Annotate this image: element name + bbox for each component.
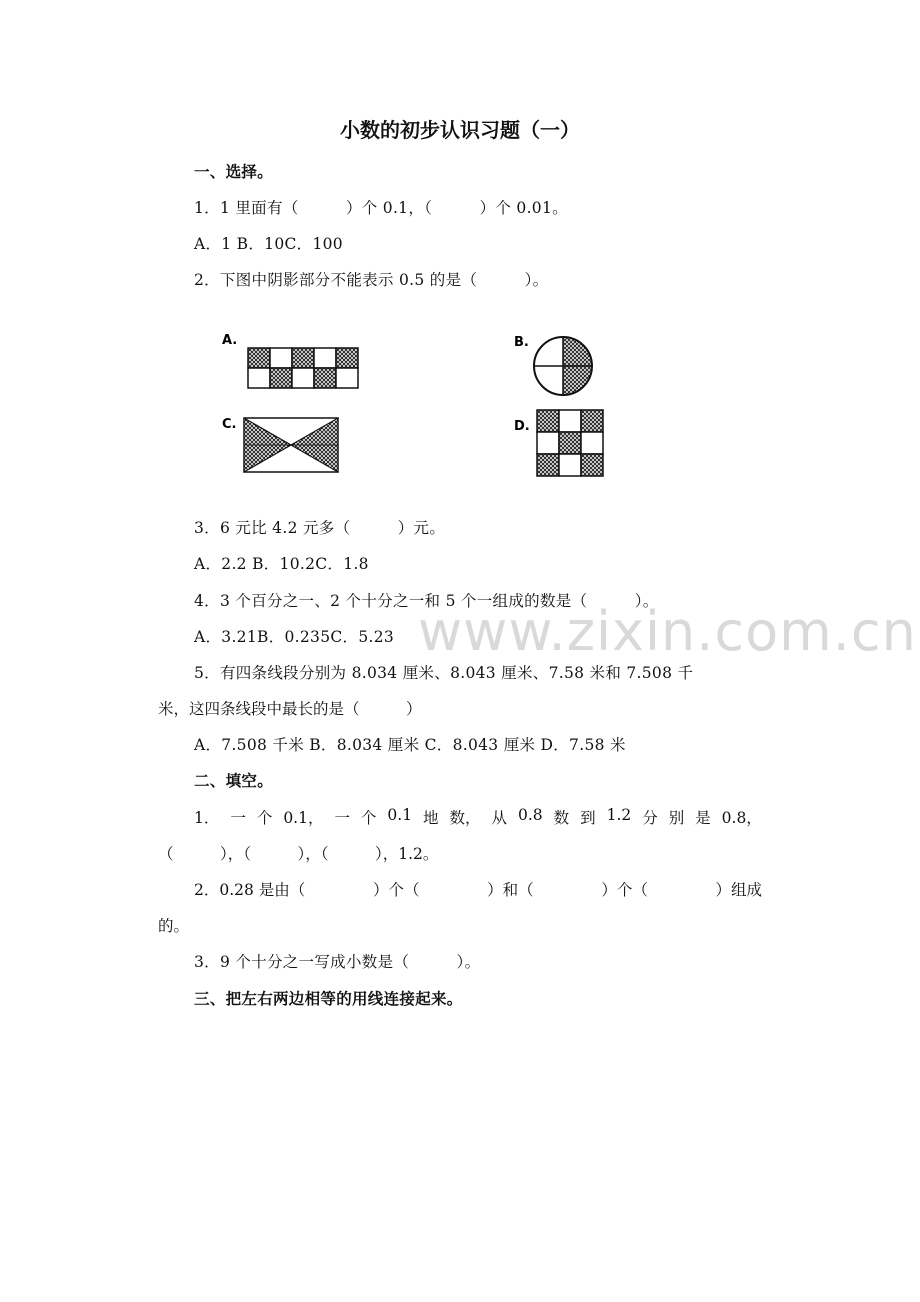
shaded-figures	[194, 306, 640, 502]
q2-1-part: 个	[360, 809, 377, 827]
question-1-5-line-1: 5．有四条线段分别为 8.034 厘米、8.043 厘米、7.58 米和 7.508 千	[194, 664, 694, 682]
section-1-heading: 一、选择。	[194, 163, 274, 181]
question-2-2-line-2: 的。	[158, 917, 190, 935]
figure-b	[534, 337, 592, 395]
q2-1-part: 个	[256, 809, 273, 827]
figure-d-label: D.	[514, 419, 530, 434]
watermark: www.zixin.com.cn	[418, 600, 917, 663]
question-1-1: 1．1 里面有（ ）个 0.1，（ ）个 0.01。	[194, 199, 568, 217]
question-2-1-line-1	[194, 806, 762, 828]
q2-2-part: ）个（	[372, 881, 420, 899]
question-1-3-options: A．2.2 B．10.2C．1.8	[194, 555, 369, 573]
figure-b-label: B.	[514, 335, 529, 350]
q2-1-part: 到	[580, 809, 596, 827]
section-3-heading: 三、把左右两边相等的用线连接起来。	[194, 990, 463, 1008]
question-2-1-line-2: （ ），（ ），（ ），1.2。	[158, 845, 439, 863]
question-2-2-line-1	[194, 878, 762, 900]
question-1-1-options: A．1 B．10C．100	[194, 235, 343, 253]
figure-c-label: C.	[222, 417, 237, 432]
q2-1-part: 1.2	[606, 806, 632, 824]
q2-1-part: 一	[230, 809, 246, 827]
question-2-3: 3．9 个十分之一写成小数是（ ）。	[194, 953, 481, 971]
q2-2-part: ）个（	[601, 881, 648, 899]
q2-1-part: 0.8，	[721, 809, 762, 827]
q2-1-part: 1．	[194, 809, 220, 827]
page-title: 小数的初步认识习题（一）	[340, 118, 580, 142]
q2-1-part: 数	[553, 809, 570, 827]
shaded-figures-svg	[194, 306, 640, 502]
figure-d	[537, 410, 603, 476]
question-1-3: 3．6 元比 4.2 元多（ ）元。	[194, 519, 446, 537]
q2-1-part: 地	[423, 809, 439, 827]
section-2-heading: 二、填空。	[194, 772, 274, 790]
question-1-4: 4．3 个百分之一、2 个十分之一和 5 个一组成的数是（ ）。	[194, 592, 659, 610]
question-1-5-line-2: 米，这四条线段中最长的是（ ）	[158, 700, 422, 718]
q2-1-part: 0.1，	[283, 809, 324, 827]
figure-a	[248, 348, 358, 388]
question-1-4-options: A．3.21B．0.235C．5.23	[194, 628, 395, 646]
q2-1-part: 0.8	[517, 806, 543, 824]
q2-1-part: 别	[668, 809, 685, 827]
q2-2-part: ）组成	[715, 881, 762, 899]
q2-1-part: 从	[491, 809, 508, 827]
figure-c	[244, 418, 338, 472]
q2-1-part: 是	[695, 809, 711, 827]
question-1-2: 2．下图中阴影部分不能表示 0.5 的是（ ）。	[194, 271, 549, 289]
q2-2-part: ）和（	[487, 881, 534, 899]
figure-a-label: A.	[222, 333, 238, 348]
q2-1-part: 0.1	[387, 806, 413, 824]
q2-1-part: 分	[642, 809, 658, 827]
q2-2-part: 2．0.28 是由（	[194, 881, 306, 899]
q2-1-part: 数，	[449, 809, 481, 827]
question-1-5-options: A．7.508 千米 B．8.034 厘米 C．8.043 厘米 D．7.58 米	[194, 736, 626, 754]
q2-1-part: 一	[334, 809, 350, 827]
